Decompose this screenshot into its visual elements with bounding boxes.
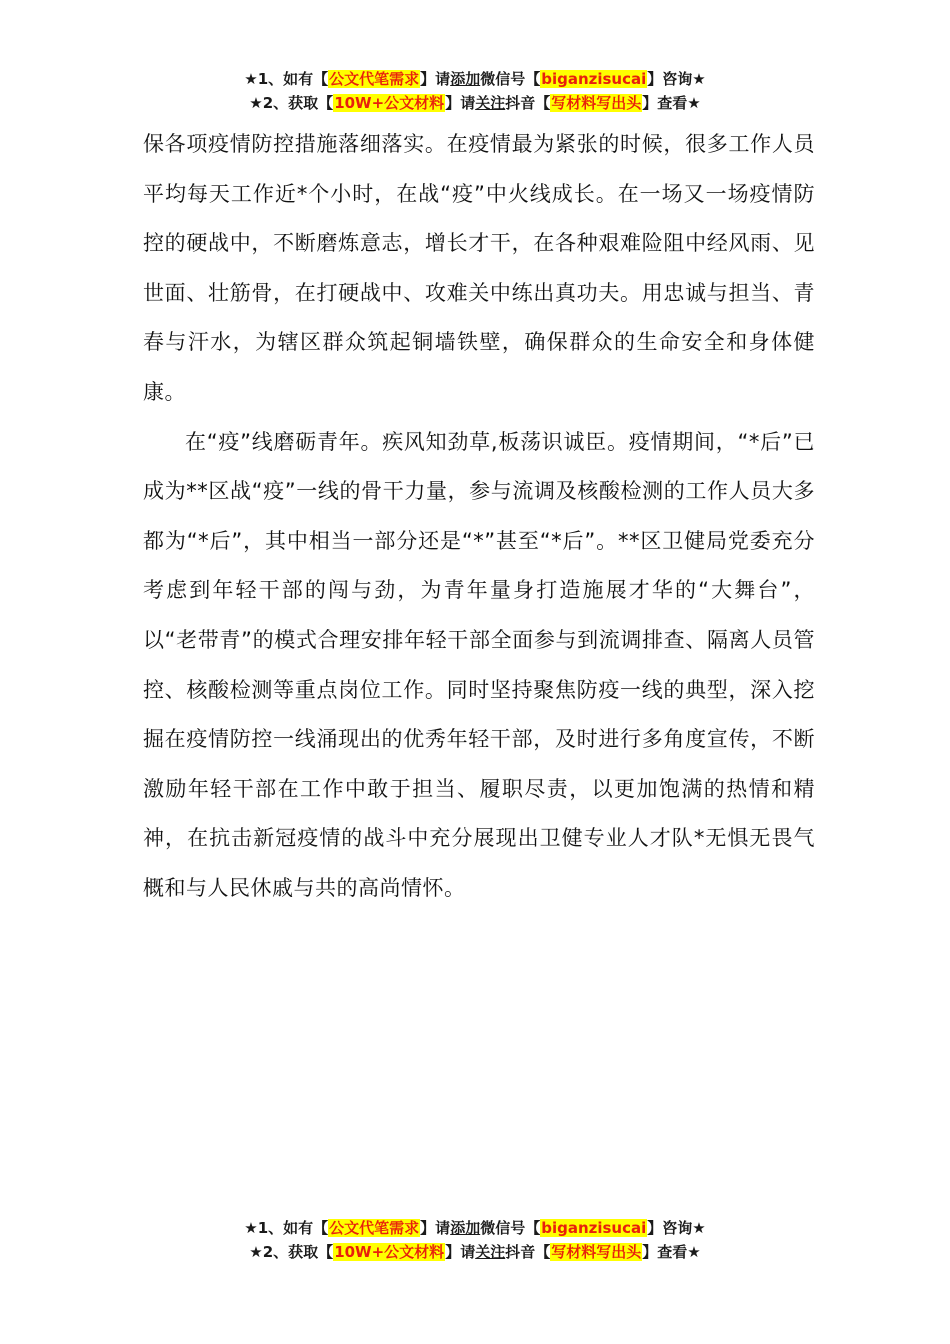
- banner-text: 抖音【: [505, 1243, 551, 1261]
- banner-text: 微信号【: [480, 70, 541, 88]
- underlined-text: 添加: [450, 1219, 481, 1237]
- highlight-service: 公文代笔需求: [329, 70, 420, 88]
- highlight-materials: 10W+公文材料: [334, 94, 445, 112]
- footer-banner: [0, 1216, 950, 1264]
- banner-text: 】请: [445, 1243, 476, 1261]
- paragraph-1: 保各项疫情防控措施落细落实。在疫情最为紧张的时候，很多工作人员平均每天工作近*个小时，在战“疫”中火线成长。在一场又一场疫情防控的硬战中，不断磨炼意志，增长才干，在各种艰难险阻中经风雨、见世面、壮筋骨，在打硬战中、攻难关中练出真功夫。用忠诚与担当、青春与汗水，为辖区群众筑起铜墙铁壁，确保群众的生命安全和身体健康。: [143, 132, 815, 404]
- banner-text: 】查看★: [642, 1243, 701, 1261]
- banner-text: 】查看★: [642, 94, 701, 112]
- banner-text: 抖音【: [505, 94, 551, 112]
- banner-line-2: [0, 1240, 950, 1264]
- banner-line-1: [0, 67, 950, 91]
- underlined-text: 关注: [475, 94, 506, 112]
- banner-text: 】咨询★: [647, 1219, 706, 1237]
- banner-line-2: [0, 91, 950, 115]
- banner-text: ★2、获取【: [249, 94, 334, 112]
- banner-text: 】请: [445, 94, 476, 112]
- highlight-wechat-id: biganzisucai: [541, 70, 647, 88]
- highlight-wechat-id: biganzisucai: [541, 1219, 647, 1237]
- banner-text: ★2、获取【: [249, 1243, 334, 1261]
- underlined-text: 添加: [450, 70, 481, 88]
- highlight-service: 公文代笔需求: [329, 1219, 420, 1237]
- banner-text: 微信号【: [480, 1219, 541, 1237]
- banner-text: 】请: [420, 1219, 451, 1237]
- highlight-materials: 10W+公文材料: [334, 1243, 445, 1261]
- banner-text: 】咨询★: [647, 70, 706, 88]
- header-banner: [0, 67, 950, 115]
- highlight-douyin-account: 写材料写出头: [551, 94, 642, 112]
- banner-line-1: [0, 1216, 950, 1240]
- paragraph-2: 在“疫”线磨砺青年。疾风知劲草,板荡识诚臣。疫情期间，“*后”已成为**区战“疫”一线的骨干力量，参与流调及核酸检测的工作人员大多都为“*后”，其中相当一部分还是“*”甚至“*后”。**区卫健局党委充分考虑到年轻干部的闯与劲，为青年量身打造施展才华的“大舞台”，以“老带青”的模式合理安排年轻干部全面参与到流调排查、隔离人员管控、核酸检测等重点岗位工作。同时坚持聚焦防疫一线的典型，深入挖掘在疫情防控一线涌现出的优秀年轻干部，及时进行多角度宣传，不断激励年轻干部在工作中敢于担当、履职尽责，以更加饱满的热情和精神，在抗击新冠疫情的战斗中充分展现出卫健专业人才队*无惧无畏气概和与人民休戚与共的高尚情怀。: [143, 429, 815, 900]
- document-body: [143, 120, 815, 914]
- underlined-text: 关注: [475, 1243, 506, 1261]
- highlight-douyin-account: 写材料写出头: [551, 1243, 642, 1261]
- banner-text: ★1、如有【: [244, 70, 329, 88]
- banner-text: 】请: [420, 70, 451, 88]
- banner-text: ★1、如有【: [244, 1219, 329, 1237]
